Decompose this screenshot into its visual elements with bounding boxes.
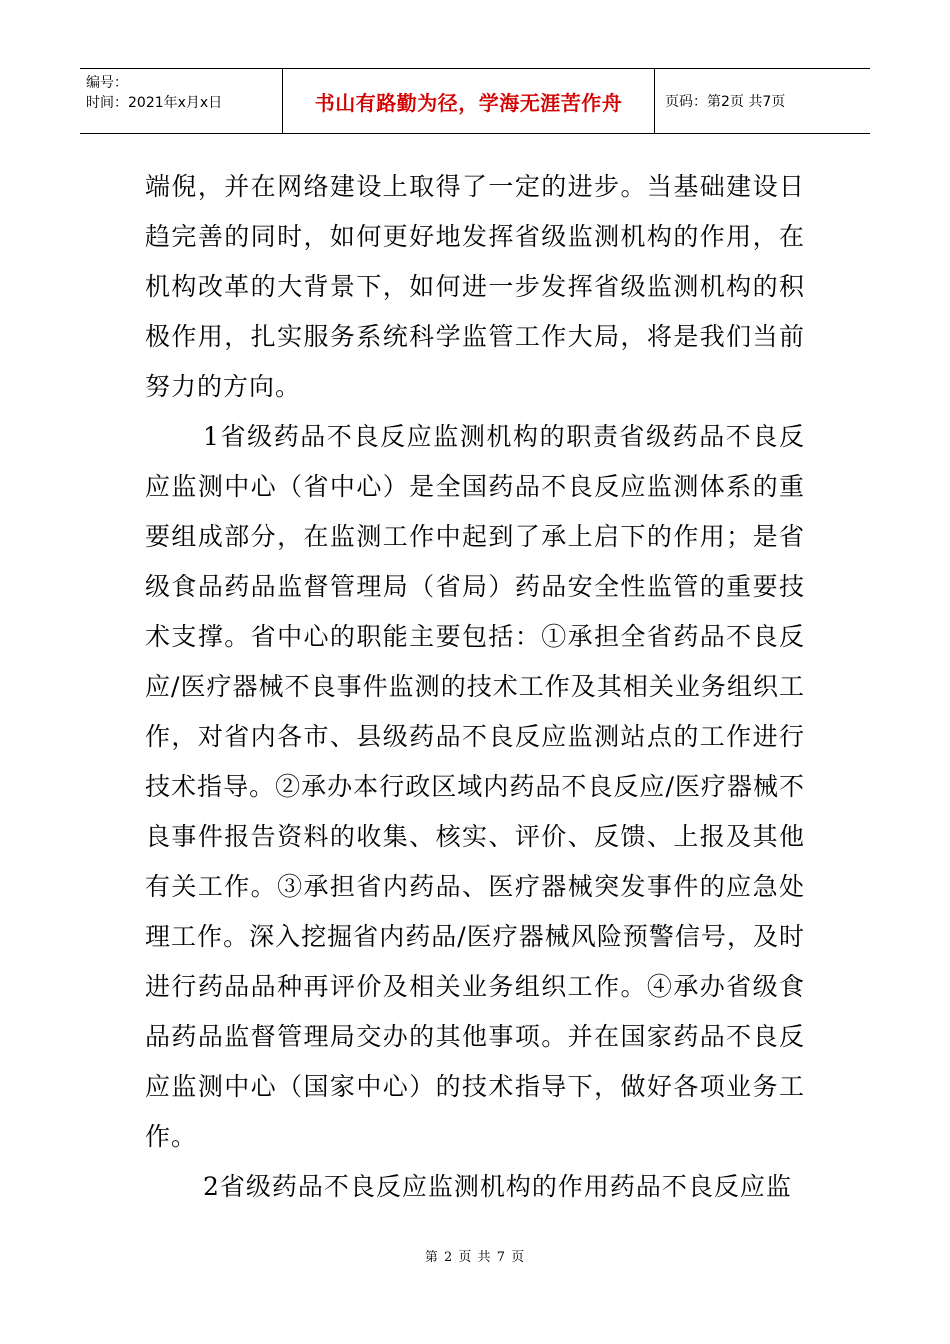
header-page-info-cell	[655, 69, 870, 133]
document-number-label: 编号：	[86, 75, 128, 91]
paragraph-section-1: 1省级药品不良反应监测机构的职责省级药品不良反应监测中心（省中心）是全国药品不良反应监测体系的重要组成部分，在监测工作中起到了承上启下的作用；是省级食品药品监督管理局（省局）药品安全性监管的重要技术支撑。省中心的职能主要包括：①承担全省药品不良反应/医疗器械不良事件监测的技术工作及其相关业务组织工作，对省内各市、县级药品不良反应监测站点的工作进行技术指导。②承办本行政区域内药品不良反应/医疗器械不良事件报告资料的收集、核实、评价、反馈、上报及其他有关工作。③承担省内药品、医疗器械突发事件的应急处理工作。深入挖掘省内药品/医疗器械风险预警信号，及时进行药品品种再评价及相关业务组织工作。④承办省级食品药品监督管理局交办的其他事项。并在国家药品不良反应监测中心（国家中心）的技术指导下，做好各项业务工作。	[145, 422, 805, 1151]
header-motto: 书山有路勤为径，学海无涯苦作舟	[314, 90, 623, 115]
page-header	[80, 68, 870, 134]
page-footer: 第 2 页 共 7 页	[424, 1250, 526, 1265]
header-page-info: 页码：第2页 共7页	[665, 94, 786, 110]
document-time-label: 时间：2021年x月x日	[86, 95, 223, 111]
paragraph-section-2: 2省级药品不良反应监测机构的作用药品不良反应监	[203, 1172, 792, 1201]
document-body	[145, 162, 805, 1212]
header-motto-cell	[283, 69, 655, 133]
paragraph-continuation: 端倪，并在网络建设上取得了一定的进步。当基础建设日趋完善的同时，如何更好地发挥省级监测机构的作用，在机构改革的大背景下，如何进一步发挥省级监测机构的积极作用，扎实服务系统科学监管工作大局，将是我们当前努力的方向。	[145, 172, 805, 401]
header-meta	[80, 69, 283, 133]
